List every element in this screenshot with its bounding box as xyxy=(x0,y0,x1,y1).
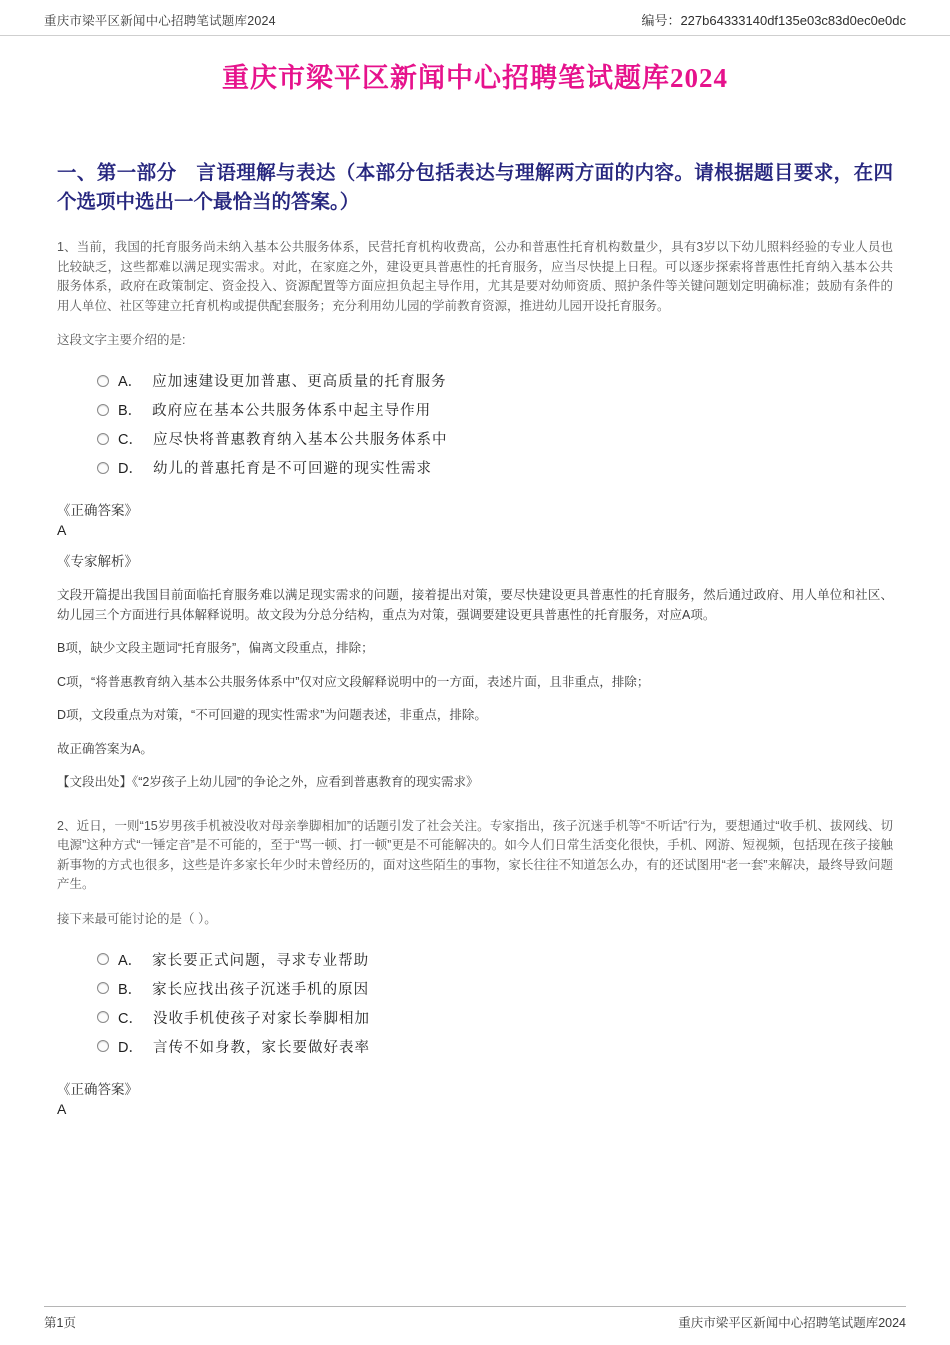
option-letter: B． xyxy=(118,981,143,998)
radio-button-icon[interactable] xyxy=(97,1011,109,1023)
question-2-option-d[interactable] xyxy=(97,1032,893,1061)
section-heading: 一、第一部分 言语理解与表达（本部分包括表达与理解两方面的内容。请根据题目要求，在四个选项中选出一个最恰当的答案。） xyxy=(57,163,893,213)
question-1-answer-value: A xyxy=(57,522,67,538)
question-1-answer-label: 《正确答案》 xyxy=(57,503,138,518)
question-2-option-c[interactable] xyxy=(97,1003,893,1032)
question-1-analysis-option-c: C项，“将普惠教育纳入基本公共服务体系中”仅对应文段解释说明中的一方面，表述片面，且非重点，排除； xyxy=(57,674,650,689)
option-letter: B． xyxy=(118,403,143,419)
radio-button-icon[interactable] xyxy=(97,1040,109,1052)
question-2-stem: 2、近日，一则“15岁男孩手机被没收对母亲拳脚相加”的话题引发了社会关注。专家指出，孩子沉迷手机等“不听话”行为，要想通过“收手机、拔网线、切电源”这种方式“一锤定音”是不可能的，至于“骂一顿、打一顿”更是不可能解决的。如今人们日常生活变化很快，手机、网游、短视频，包括现在孩子接触新事物的方式也很多，这些是许多家长年少时未曾经历的，面对这些陌生的事物，家长往往不知道怎么办，有的还试图用“老一套”来解决，最终导致问题产生。 xyxy=(57,818,893,891)
page-title: 重庆市梁平区新闻中心招聘笔试题库2024 xyxy=(222,63,728,93)
radio-button-icon[interactable] xyxy=(97,375,109,387)
question-1-options xyxy=(97,366,893,482)
question-1-stem: 1、当前，我国的托育服务尚未纳入基本公共服务体系，民营托育机构收费高，公办和普惠性托育机构数量少，具有3岁以下幼儿照料经验的专业人员也比较缺乏，这些都难以满足现实需求。对此，在家庭之外，建设更具普惠性的托育服务，应当尽快提上日程。可以逐步探索将普惠性托育纳入基本公共服务体系，政府在政策制定、资金投入、资源配置等方面应担负起主导作用，尤其是要对幼师资质、照护条件等关键问题划定明确标准；鼓励有条件的用人单位、社区等建立托育机构或提供配套服务；充分利用幼儿园的学前教育资源，推进幼儿园开设托育服务。 xyxy=(57,240,893,313)
radio-button-icon[interactable] xyxy=(97,982,109,994)
option-text: 政府应在基本公共服务体系中起主导作用 xyxy=(152,403,432,419)
footer-page-number: 第1页 xyxy=(44,1316,76,1330)
option-letter: C． xyxy=(118,1010,143,1027)
question-2-options xyxy=(97,945,893,1061)
footer-divider xyxy=(44,1306,906,1307)
option-letter: A． xyxy=(118,952,143,969)
option-letter: C． xyxy=(118,432,143,448)
question-1-analysis-conclusion: 故正确答案为A。 xyxy=(57,741,153,756)
header-document-number: 编号：227b64333140df135e03c83d0ec0e0dc xyxy=(641,13,906,28)
question-1-analysis-label: 《专家解析》 xyxy=(57,554,138,569)
option-text: 没收手机使孩子对家长拳脚相加 xyxy=(152,1010,370,1027)
option-letter: D． xyxy=(118,461,143,477)
option-text: 言传不如身教，家长要做好表率 xyxy=(152,1039,370,1056)
radio-button-icon[interactable] xyxy=(97,462,109,474)
question-1-option-a[interactable] xyxy=(97,366,893,395)
question-2-answer-value: A xyxy=(57,1100,67,1117)
question-2-option-a[interactable] xyxy=(97,945,893,974)
option-text: 应加速建设更加普惠、更高质量的托育服务 xyxy=(152,374,447,390)
page-header xyxy=(0,0,950,36)
question-1-prompt: 这段文字主要介绍的是: xyxy=(57,333,186,347)
question-2-option-b[interactable] xyxy=(97,974,893,1003)
option-letter: D． xyxy=(118,1039,143,1056)
option-text: 应尽快将普惠教育纳入基本公共服务体系中 xyxy=(152,432,448,448)
question-1-analysis-option-d: D项，文段重点为对策，“不可回避的现实性需求”为问题表述，非重点，排除。 xyxy=(57,708,487,722)
radio-button-icon[interactable] xyxy=(97,953,109,965)
question-1-analysis-paragraph: 文段开篇提出我国目前面临托育服务难以满足现实需求的问题，接着提出对策，要尽快建设更具普惠性的托育服务，然后通过政府、用人单位和社区、幼儿园三个方面进行具体解释说明。故文段为分总分结构，重点为对策，强调要建设更具普惠性的托育服务，对应A项。 xyxy=(57,588,893,622)
question-1-analysis-option-b: B项，缺少文段主题词“托育服务”，偏离文段重点，排除； xyxy=(57,641,374,655)
question-1-option-d[interactable] xyxy=(97,453,893,482)
option-letter: A． xyxy=(118,374,143,390)
option-text: 家长应找出孩子沉迷手机的原因 xyxy=(152,981,370,998)
document-body xyxy=(0,95,950,1306)
question-2-answer-label: 《正确答案》 xyxy=(57,1081,138,1097)
question-1-option-b[interactable] xyxy=(97,395,893,424)
option-text: 家长要正式问题，寻求专业帮助 xyxy=(152,952,370,969)
footer-document-title: 重庆市梁平区新闻中心招聘笔试题库2024 xyxy=(678,1316,906,1330)
option-text: 幼儿的普惠托育是不可回避的现实性需求 xyxy=(152,461,432,477)
question-2-prompt: 接下来最可能讨论的是（ ）。 xyxy=(57,911,217,926)
header-document-title: 重庆市梁平区新闻中心招聘笔试题库2024 xyxy=(44,14,276,28)
question-1-option-c[interactable] xyxy=(97,424,893,453)
radio-button-icon[interactable] xyxy=(97,404,109,416)
page-footer xyxy=(0,1306,950,1345)
radio-button-icon[interactable] xyxy=(97,433,109,445)
question-1-source: 【文段出处】《“2岁孩子上幼儿园”的争论之外，应看到普惠教育的现实需求》 xyxy=(57,775,479,789)
